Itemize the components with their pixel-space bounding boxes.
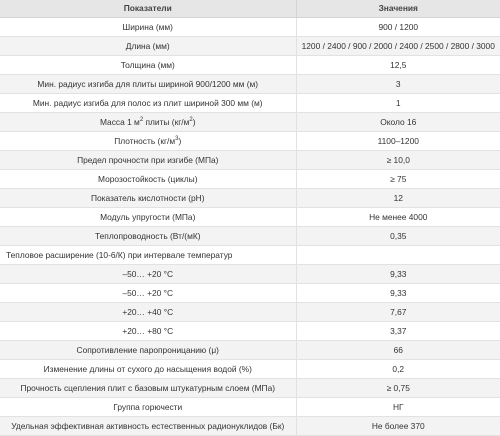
table-row (0, 379, 500, 398)
table-row (0, 398, 500, 417)
property-value: 66 (296, 341, 500, 360)
table-row (0, 208, 500, 227)
column-header-values: Значения (296, 0, 500, 18)
table-row (0, 284, 500, 303)
property-label: +20… +40 °С (0, 303, 296, 322)
property-value: 1 (296, 94, 500, 113)
table-row (0, 75, 500, 94)
property-value: 7,67 (296, 303, 500, 322)
property-value: 9,33 (296, 265, 500, 284)
table-row (0, 246, 500, 265)
table-row (0, 37, 500, 56)
property-label: Плотность $(кг/м^3)$ (0, 132, 296, 151)
table-row (0, 265, 500, 284)
property-value: Не более 370 (296, 417, 500, 436)
property-label: Модуль упругости (МПа) (0, 208, 296, 227)
table-row (0, 417, 500, 436)
table-row (0, 341, 500, 360)
property-label: Предел прочности при изгибе (МПа) (0, 151, 296, 170)
property-label: Показатель кислотности (рН) (0, 189, 296, 208)
property-value: 3,37 (296, 322, 500, 341)
table-row (0, 303, 500, 322)
table-row (0, 189, 500, 208)
table-row (0, 18, 500, 37)
property-label: Длина (мм) (0, 37, 296, 56)
property-value: 900 / 1200 (296, 18, 500, 37)
property-value: ≥ 10,0 (296, 151, 500, 170)
table-row (0, 227, 500, 246)
property-label: Ширина (мм) (0, 18, 296, 37)
property-label: Масса 1 $м^2$ плиты $(кг/м^2)$ (0, 113, 296, 132)
table-header-row (0, 0, 500, 18)
property-label: Мин. радиус изгиба для полос из плит шириной 300 мм (м) (0, 94, 296, 113)
property-value: 0,2 (296, 360, 500, 379)
property-value: Около 16 (296, 113, 500, 132)
property-value: 9,33 (296, 284, 500, 303)
property-label: Прочность сцепления плит с базовым штукатурным слоем (МПа) (0, 379, 296, 398)
property-label: +20… +80 °С (0, 322, 296, 341)
table-row (0, 113, 500, 132)
table-row (0, 132, 500, 151)
property-value: 1200 / 2400 / 900 / 2000 / 2400 / 2500 / 2800 / 3000 (296, 37, 500, 56)
property-label: Группа горючести (0, 398, 296, 417)
property-value: 1100–1200 (296, 132, 500, 151)
table-row (0, 360, 500, 379)
property-label: Мин. радиус изгиба для плиты шириной 900/1200 мм (м) (0, 75, 296, 94)
column-header-properties: Показатели (0, 0, 296, 18)
table-row (0, 56, 500, 75)
table-row (0, 322, 500, 341)
property-label: Теплопроводность (Вт/(мК) (0, 227, 296, 246)
property-label: Толщина (мм) (0, 56, 296, 75)
table-row (0, 170, 500, 189)
property-label: –50… +20 °С (0, 284, 296, 303)
table-body (0, 18, 500, 436)
table-row (0, 94, 500, 113)
property-value: 3 (296, 75, 500, 94)
property-value: 12,5 (296, 56, 500, 75)
property-value: 0,35 (296, 227, 500, 246)
property-value: ≥ 0,75 (296, 379, 500, 398)
property-value: Не менее 4000 (296, 208, 500, 227)
property-label: Тепловое расширение (10-6/К) при интервале температур (0, 246, 296, 265)
table-row (0, 151, 500, 170)
property-label: Сопротивление паропроницанию (μ) (0, 341, 296, 360)
property-value (296, 246, 500, 265)
property-label: Изменение длины от сухого до насыщения водой (%) (0, 360, 296, 379)
property-label: Удельная эффективная активность естественных радионуклидов (Бк) (0, 417, 296, 436)
property-value: НГ (296, 398, 500, 417)
property-value: 12 (296, 189, 500, 208)
property-value: ≥ 75 (296, 170, 500, 189)
property-label: Морозостойкость (циклы) (0, 170, 296, 189)
property-label: –50… +20 °С (0, 265, 296, 284)
